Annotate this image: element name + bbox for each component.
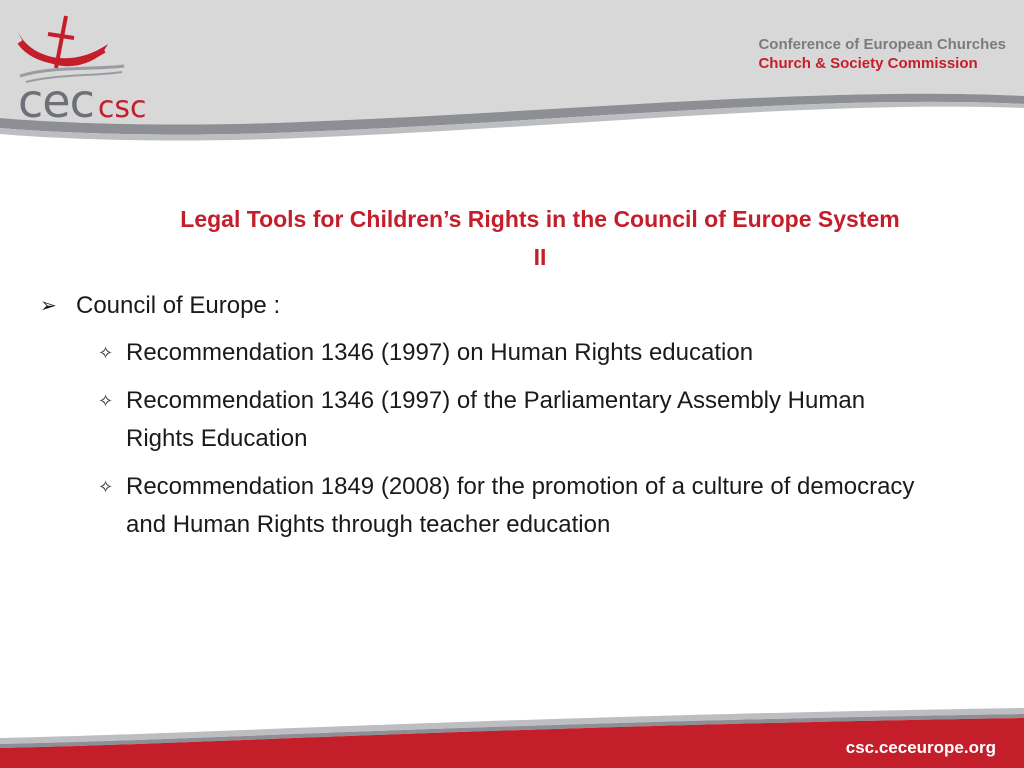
bullet-level1 (40, 288, 960, 324)
bullet-text: Recommendation 1849 (2008) for the promotion of a culture of democracy and Human Rights through teacher education (126, 473, 915, 538)
slide-content (40, 288, 960, 544)
slide-title (80, 200, 1000, 276)
slide-title-sub: II (533, 244, 547, 270)
org-name-line1: Conference of European Churches (758, 36, 1006, 53)
footer-website-link[interactable]: csc.ceceurope.org (845, 738, 996, 757)
star-bullet-icon: ✧ (98, 477, 114, 497)
bullet-level2 (98, 382, 960, 458)
bullet-level2 (98, 468, 960, 544)
organisation-name (758, 35, 1006, 73)
bullet-text: Recommendation 1346 (1997) of the Parliamentary Assembly Human Rights Education (126, 387, 866, 452)
star-bullet-icon: ✧ (98, 391, 114, 411)
bullet-level2 (98, 334, 960, 372)
org-name-line2: Church & Society Commission (758, 55, 978, 72)
logo-cec-text: cec (18, 74, 94, 128)
logo-csc-text: csc (97, 90, 147, 125)
bullet-text: Recommendation 1346 (1997) on Human Rights education (126, 339, 754, 366)
slide-title-main: Legal Tools for Children’s Rights in the Council of Europe System (180, 206, 900, 232)
star-bullet-icon: ✧ (98, 343, 114, 363)
logo-wordmark (18, 74, 147, 128)
bullet-text: Council of Europe : (76, 292, 281, 319)
arrow-bullet-icon: ➢ (40, 295, 57, 317)
